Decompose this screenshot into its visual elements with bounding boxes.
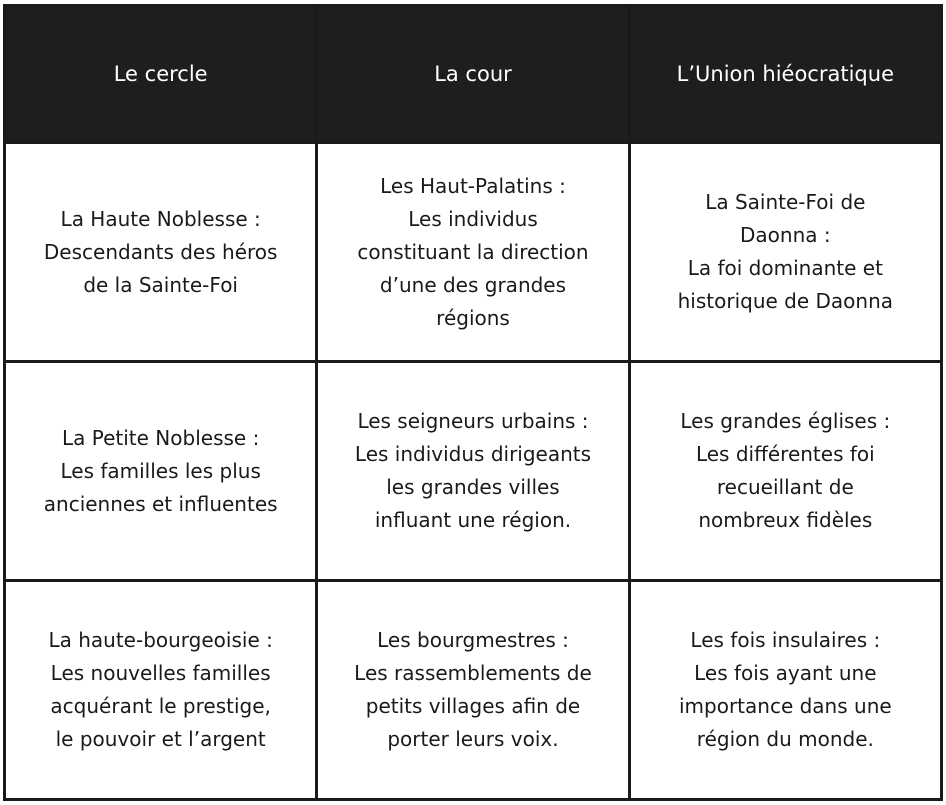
cell-text: historique de Daonna	[677, 289, 894, 313]
cell-sainte-foi	[629, 143, 941, 362]
cell-title: Les Haut-Palatins :	[380, 173, 566, 198]
cell-text: le pouvoir et l’argent	[55, 727, 266, 751]
cell-text: petits villages afin de	[365, 694, 581, 718]
cell-text: importance dans une	[678, 694, 892, 718]
table-row	[5, 362, 942, 581]
cell-title: Les fois insulaires :	[690, 628, 881, 652]
table-row	[5, 581, 942, 800]
cell-text: porter leurs voix.	[387, 727, 559, 751]
cell-text: Les rassemblements de	[354, 661, 592, 685]
cell-bourgmestres	[317, 581, 629, 800]
cell-text: Les individus	[408, 206, 538, 231]
cell-haut-palatins	[317, 143, 629, 362]
cell-title: La haute-bourgeoisie :	[48, 628, 273, 652]
cell-text: régions	[436, 305, 510, 330]
cell-text: Les individus dirigeants	[354, 442, 592, 466]
cell-haute-noblesse	[5, 143, 317, 362]
header-la-cour: La cour	[317, 6, 629, 143]
cell-title: Les bourgmestres :	[377, 628, 569, 652]
cell-text: anciennes et influentes	[43, 491, 278, 516]
header-row	[5, 6, 942, 143]
cell-text: Les fois ayant une	[694, 661, 877, 685]
cell-title: Les seigneurs urbains :	[357, 409, 589, 433]
cell-text: les grandes villes	[386, 475, 560, 499]
cell-fois-insulaires	[629, 581, 941, 800]
cell-grandes-eglises	[629, 362, 941, 581]
cell-title: La Petite Noblesse :	[62, 425, 260, 450]
cell-text: Les nouvelles familles	[50, 661, 271, 685]
cell-text: de la Sainte-Foi	[83, 272, 238, 297]
cell-text: Les différentes foi	[695, 442, 875, 466]
cell-title: La Haute Noblesse :	[60, 206, 261, 231]
cell-text: recueillant de	[716, 475, 854, 499]
cell-text: nombreux fidèles	[698, 508, 873, 532]
cell-text: Descendants des héros	[43, 239, 278, 264]
cell-text: influant une région.	[374, 508, 572, 532]
cell-text: constituant la direction	[357, 239, 589, 264]
header-union-hieocratique: L’Union hiéocratique	[629, 6, 941, 143]
cell-title: Les grandes églises :	[680, 409, 891, 433]
hierarchy-table	[3, 4, 943, 801]
cell-text: Les familles les plus	[60, 458, 261, 483]
cell-seigneurs-urbains	[317, 362, 629, 581]
cell-title: La Sainte-Foi de	[705, 190, 866, 214]
cell-text: d’une des grandes	[379, 272, 567, 297]
cell-haute-bourgeoisie	[5, 581, 317, 800]
header-le-cercle: Le cercle	[5, 6, 317, 143]
cell-title: Daonna :	[740, 223, 831, 247]
cell-text: acquérant le prestige,	[50, 694, 271, 718]
cell-text: région du monde.	[696, 727, 874, 751]
table-row	[5, 143, 942, 362]
cell-text: La foi dominante et	[687, 256, 883, 280]
cell-petite-noblesse	[5, 362, 317, 581]
